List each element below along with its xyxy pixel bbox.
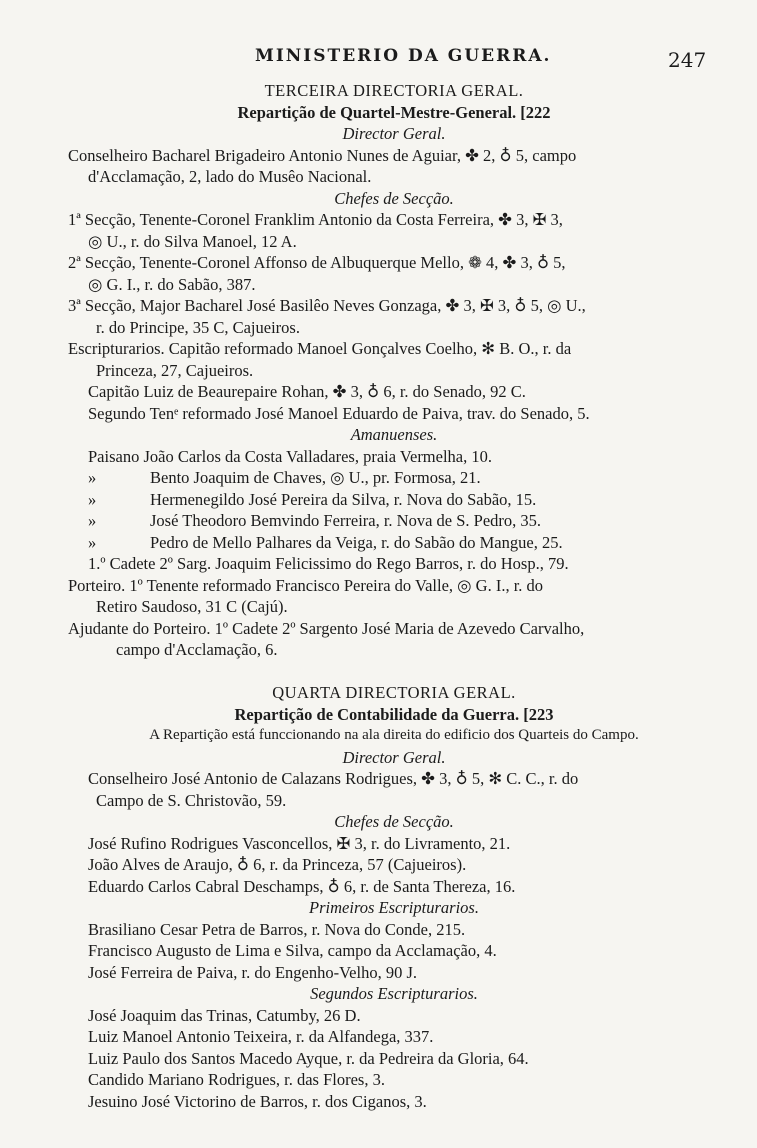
segundo-escripturario-line: José Joaquim das Trinas, Catumby, 26 D. [88, 1005, 361, 1025]
amanuense-line: » Hermenegildo José Pereira da Silva, r. Nova do Sabão, 15. [88, 489, 537, 509]
escripturario-line: Capitão Luiz de Beaurepaire Rohan, ✤ 3, ♁ 6, r. do Senado, 92 C. [88, 382, 526, 401]
primeiro-escripturario-line: Francisco Augusto de Lima e Silva, campo da Acclamação, 4. [88, 941, 497, 960]
escripturario-line: Princeza, 27, Cajueiros. [96, 360, 254, 380]
ajudante-line: campo d'Acclamação, 6. [116, 640, 278, 659]
amanuense-line: » José Theodoro Bemvindo Ferreira, r. Nova de S. Pedro, 35. [88, 511, 542, 530]
subheading-chefes: Chefes de Secção. [334, 188, 454, 208]
section-title-quarta: QUARTA DIRECTORIA GERAL. [272, 683, 516, 702]
chefe-line: ◎ U., r. do Silva Manoel, 12 A. [88, 231, 297, 251]
primeiro-escripturario-line: José Ferreira de Paiva, r. do Engenho-Velho, 90 J. [88, 962, 418, 982]
running-title: MINISTERIO DA GUERRA. [255, 46, 552, 66]
chefe-line: José Rufino Rodrigues Vasconcellos, ✠ 3, r. do Livramento, 21. [88, 833, 511, 853]
subheading-segundos: Segundos Escripturarios. [310, 984, 478, 1003]
chefe-line: 2ª Secção, Tenente-Coronel Affonso de Albuquerque Mello, ❁ 4, ✤ 3, ♁ 5, [68, 253, 566, 272]
escripturario-line: Segundo Tenᵉ reformado José Manoel Eduardo de Paiva, trav. do Senado, 5. [88, 403, 590, 423]
amanuense-line: 1.º Cadete 2º Sarg. Joaquim Felicissimo do Rego Barros, r. do Hosp., 79. [88, 554, 569, 573]
director-line: Campo de S. Christovão, 59. [96, 790, 287, 810]
subheading-director: Director Geral. [342, 747, 446, 767]
reparticao-heading-223: Repartição de Contabilidade da Guerra. [223 [234, 704, 554, 724]
chefe-line: ◎ G. I., r. do Sabão, 387. [88, 274, 256, 294]
ditto-mark: » [88, 489, 97, 509]
chefe-line: Eduardo Carlos Cabral Deschamps, ♁ 6, r. de Santa Thereza, 16. [88, 876, 516, 896]
segundo-escripturario-line: Jesuino José Victorino de Barros, r. dos Ciganos, 3. [88, 1091, 427, 1111]
segundo-escripturario-line: Candido Mariano Rodrigues, r. das Flores, 3. [88, 1070, 385, 1089]
chefe-line: 3ª Secção, Major Bacharel José Basilêo Neves Gonzaga, ✤ 3, ✠ 3, ♁ 5, ◎ U., [68, 296, 586, 315]
page-header [0, 46, 757, 76]
director-line: d'Acclamação, 2, lado do Musêo Nacional. [88, 167, 372, 186]
ajudante-line: Ajudante do Porteiro. 1º Cadete 2º Sargento José Maria de Azevedo Carvalho, [68, 618, 585, 638]
subheading-director: Director Geral. [342, 124, 446, 143]
section-title-terceira: TERCEIRA DIRECTORIA GERAL. [264, 81, 524, 100]
chefe-line: 1ª Secção, Tenente-Coronel Franklim Antonio da Costa Ferreira, ✤ 3, ✠ 3, [68, 210, 563, 229]
subheading-amanuenses: Amanuenses. [350, 425, 438, 444]
chefe-line: João Alves de Araujo, ♁ 6, r. da Princeza, 57 (Cajueiros). [88, 855, 467, 874]
reparticao-note: A Repartição está funccionando na ala direita do edificio dos Quarteis do Campo. [149, 727, 639, 743]
amanuense-line: » Bento Joaquim de Chaves, ◎ U., pr. Formosa, 21. [88, 468, 481, 487]
porteiro-line: Porteiro. 1º Tenente reformado Francisco Pereira do Valle, ◎ G. I., r. do [68, 575, 544, 595]
subheading-chefes: Chefes de Secção. [334, 812, 454, 831]
amanuense-line: » Pedro de Mello Palhares da Veiga, r. do Sabão do Mangue, 25. [88, 532, 563, 552]
segundo-escripturario-line: Luiz Manoel Antonio Teixeira, r. da Alfandega, 337. [88, 1027, 434, 1046]
director-line: Conselheiro Bacharel Brigadeiro Antonio Nunes de Aguiar, ✤ 2, ♁ 5, campo [68, 145, 577, 165]
page-text [68, 80, 720, 1112]
segundo-escripturario-line: Luiz Paulo dos Santos Macedo Ayque, r. da Pedreira da Gloria, 64. [88, 1048, 529, 1068]
ditto-mark: » [88, 468, 97, 487]
reparticao-heading-222: Repartição de Quartel-Mestre-General. [222 [237, 102, 551, 122]
primeiro-escripturario-line: Brasiliano Cesar Petra de Barros, r. Nova do Conde, 215. [88, 919, 466, 939]
ditto-mark: » [88, 532, 97, 552]
amanuense-line: Paisano João Carlos da Costa Valladares, praia Vermelha, 10. [88, 446, 493, 466]
page-number: 247 [668, 48, 707, 72]
porteiro-line: Retiro Saudoso, 31 C (Cajú). [96, 597, 288, 616]
chefe-line: r. do Principe, 35 C, Cajueiros. [96, 317, 300, 337]
escripturario-line: Escripturarios. Capitão reformado Manoel Gonçalves Coelho, ✻ B. O., r. da [68, 339, 572, 358]
director-line: Conselheiro José Antonio de Calazans Rodrigues, ✤ 3, ♁ 5, ✻ C. C., r. do [88, 769, 579, 788]
ditto-mark: » [88, 511, 97, 530]
subheading-primeiros: Primeiros Escripturarios. [309, 898, 479, 917]
